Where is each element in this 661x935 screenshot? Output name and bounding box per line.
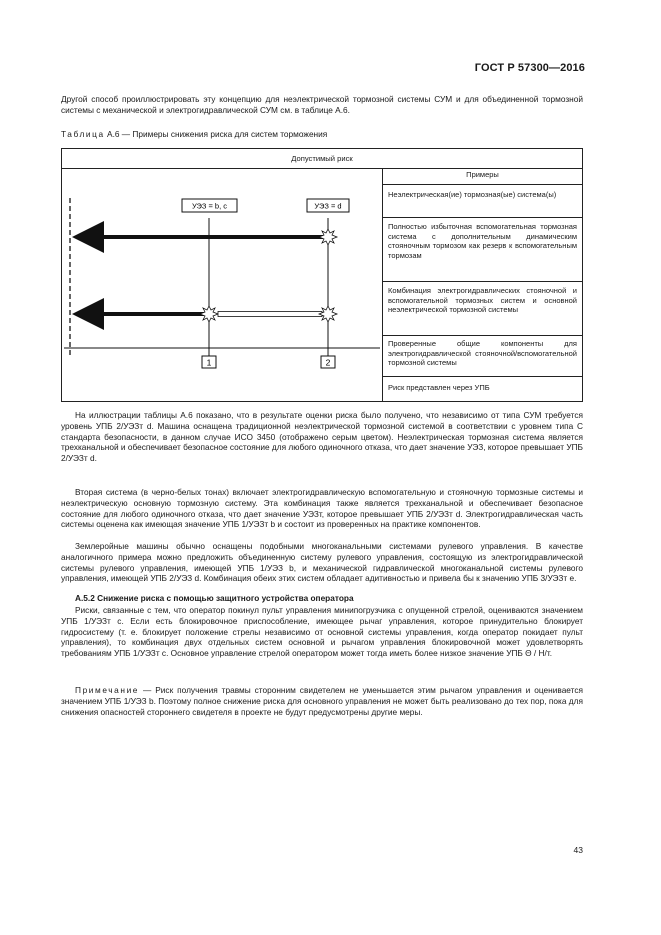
- risk-reduction-table: [61, 148, 583, 402]
- examples-header: Примеры: [383, 168, 582, 185]
- examples-column: [382, 168, 582, 401]
- ueb-label-1: УЭЗ = b, c: [191, 201, 228, 211]
- marker-2: 2: [325, 357, 331, 368]
- body-paragraph-1: На иллюстрации таблицы А.6 показано, что в результате оценки риска было получено, что независимо от типа СУМ требуется уровень УПБ 2/УЭЗт d. Машина оснащена традиционной неэлектрической тормозной системой в соответствии с уровнем типа С стандарта безопасности, в данном случае ИСО 3450 (отображено серым цветом). Неэлектрическая тормозная система является трехканальной и обеспечивает безопасное состояние для любого одиночного отказа, что дает значение УЭЗ, которое превышает УПБ 2/УЭЗт d.: [61, 410, 583, 464]
- table-caption-text: А.6 — Примеры снижения риска для систем торможения: [104, 129, 328, 139]
- section-paragraph: Риски, связанные с тем, что оператор покинул пульт управления минипогрузчика с опущенной стрелой, оцениваются значением УПБ 1/УЭЗт c. Если есть блокировочное приспособление, имеющее рычаг управления, которое принудительно блокирует гидросистему (т. е. блокирует положение стрелы независимо от основной системы управления, когда оператор покидает пульт управления), то комбинация двух отдельных систем основной и рычагом управления блокировочной может удовлетворять требованиям УПБ 1/УЭЗт c. Основное управление стрелой оператором может тогда иметь более низкое значение УПБ Θ / Н/т.: [61, 605, 583, 659]
- example-row-3: Комбинация электрогидравлических стояночной и вспомогательной тормозных систем и основной неэлектрической тормозной системы: [383, 282, 582, 336]
- body-paragraph-2: Вторая система (в черно-белых тонах) включает электрогидравлическую вспомогательную и стояночную тормозные системы и неэлектрическую основную тормозную систему. Эта комбинация также является трехканальной и обеспечивает безопасное состояние для любого одиночного отказа, что дает значение УЭЗт, которое превышает УПБ 2/УЭЗт d. Электрогидравлическая часть системы оценена как имеющая значение УПБ 1/УЭЗт b и состоит из проверенных на практике компонентов.: [61, 487, 583, 530]
- marker-1: 1: [206, 357, 212, 368]
- burst-icon: [319, 306, 337, 322]
- risk-reduction-diagram: [62, 168, 382, 402]
- table-caption-prefix: Таблица: [61, 129, 105, 139]
- ueb-label-2: УЭЗ = d: [314, 201, 342, 211]
- body-paragraph-3: Землеройные машины обычно оснащены подобными многоканальными системами рулевого управления. В качестве аналогичного примера можно предложить объединенную систему рулевого управления, состоящую из электрогидравлической системы рулевого управления, имеющей УПБ 1/УЭЗ b, и механической гидравлической многоканальной системы рулевого управления, имеющей УПБ 2/УЭЗ d. Комбинация обеих этих систем обладает адитивностью и привела бы к значению УПБ 3/УЭЗт e.: [61, 541, 583, 584]
- burst-icon: [319, 229, 337, 245]
- page-number: 43: [573, 845, 583, 855]
- burst-icon: [200, 306, 218, 322]
- document-id: ГОСТ Р 57300—2016: [474, 62, 585, 74]
- note-paragraph: [61, 685, 583, 717]
- intro-paragraph: Другой способ проиллюстрировать эту концепцию для неэлектрической тормозной системы СУМ и для объединенной тормозной системы с механической и электрогидравлической СУМ см. в таблице А.6.: [61, 94, 583, 115]
- note-label: Примечание: [75, 685, 140, 695]
- table-caption: [61, 129, 327, 139]
- section-heading: А.5.2 Снижение риска с помощью защитного устройства оператора: [75, 593, 354, 603]
- example-row-5: Риск представлен через УПБ: [388, 383, 490, 392]
- note-text: — Риск получения травмы сторонним свидетелем не уменьшается этим рычагом управления и оценивается значением УПБ 1/УЭЗ b. Поэтому полное снижение риска для основного управления не может быть реализовано до тех пор, пока для снижения опасностей стороннего свидетеля в проекте не будут предусмотрены другие меры.: [61, 685, 583, 717]
- example-row-2: Полностью избыточная вспомогательная тормозная система с дополнительным динамическим стояночным тормозом как резерв к вспомогательным тормозам: [383, 218, 582, 282]
- arrow-combination-hollow: [218, 312, 322, 317]
- example-row-4: Проверенные общие компоненты для электрогидравлической стояночной/вспомогательной тормозной системы: [383, 336, 582, 377]
- example-row-1: Неэлектрическая(ие) тормозная(ые) система(ы): [383, 185, 582, 218]
- tolerable-risk-header: Допустимый риск: [62, 149, 582, 169]
